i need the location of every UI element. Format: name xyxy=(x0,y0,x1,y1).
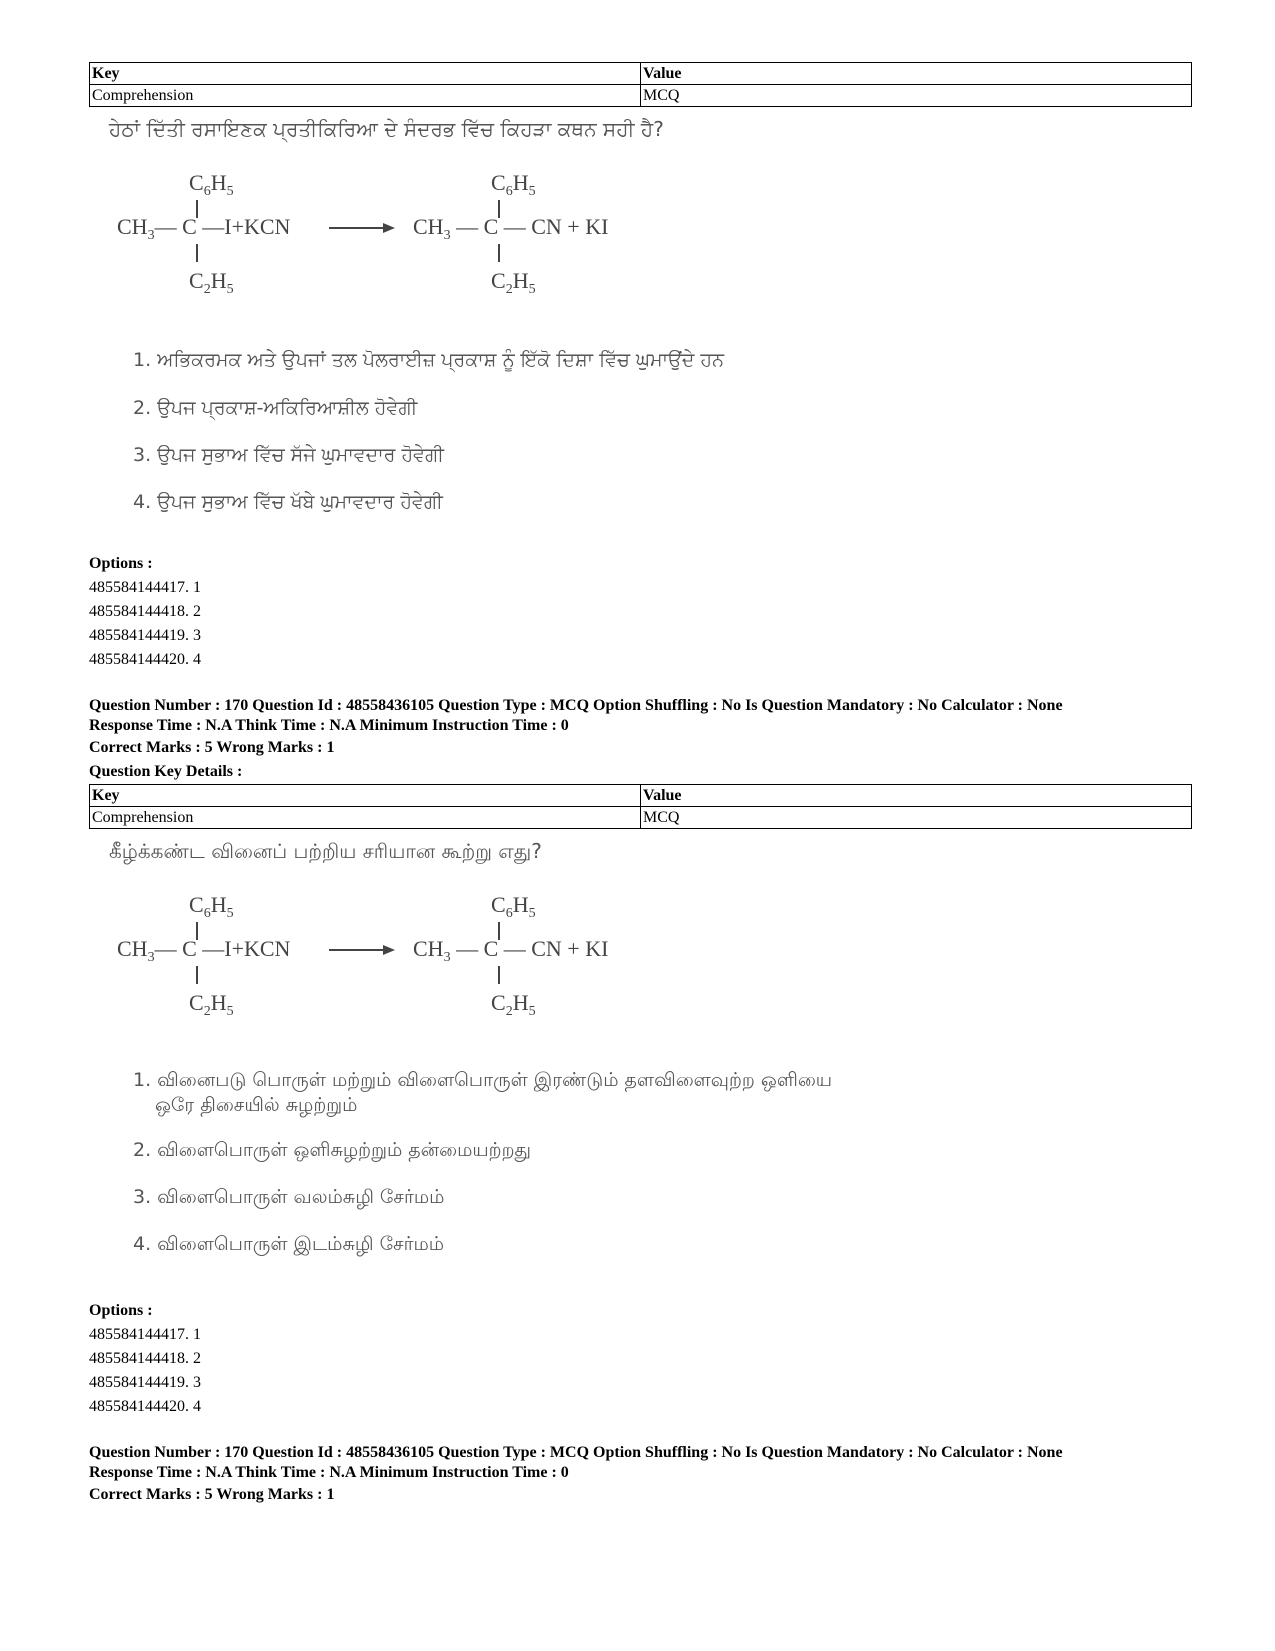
svg-text:C2H5: $C_2H_5$ xyxy=(189,268,234,297)
reaction-arrow xyxy=(329,945,395,955)
value-cell: MCQ xyxy=(641,807,1192,829)
option-item: 485584144417. 1 xyxy=(89,579,201,596)
value-header: Value xyxy=(641,785,1192,807)
choice-4: 4. விளைபொருள் இடம்சுழி சேர்மம் xyxy=(133,1233,445,1255)
product xyxy=(413,170,608,297)
choice-2: 2. விளைபொருள் ஒளிசுழற்றும் தன்மையற்றது xyxy=(133,1139,532,1161)
option-item: 485584144420. 4 xyxy=(89,1398,201,1415)
svg-text:C6H5: $C_6H_5$ xyxy=(491,892,536,921)
option-item: 485584144419. 3 xyxy=(89,627,201,644)
question-image xyxy=(89,829,1192,1299)
question-meta-times: Response Time : N.A Think Time : N.A Minimum Instruction Time : 0 xyxy=(89,1464,569,1481)
svg-text:CH3 — C — CN + KI: $CH_3$ — C — CN + KI xyxy=(413,936,609,965)
reactant xyxy=(117,170,291,297)
key-header: Key xyxy=(90,63,641,85)
choice-1 xyxy=(133,1069,832,1119)
question-text: ਹੇਠਾਂ ਦਿੱਤੀ ਰਸਾਇਣਕ ਪ੍ਰਤੀਕਿਰਿਆ ਦੇ ਸੰਦਰਭ ਵਿੱਚ ਕਿਹੜਾ ਕਥਨ ਸਹੀ ਹੈ? xyxy=(109,117,664,141)
question-text: கீழ்க்கண்ட வினைப் பற்றிய சரியான கூற்று எது? xyxy=(109,839,542,863)
svg-text:C6H5: $C_6H_5$ xyxy=(189,892,234,921)
svg-text:CH3— C —I+KCN: $CH_3—$ C —I+KCN xyxy=(117,936,291,965)
option-item: 485584144418. 2 xyxy=(89,1350,201,1367)
value-cell: MCQ xyxy=(641,85,1192,107)
option-item: 485584144418. 2 xyxy=(89,603,201,620)
reaction-diagram xyxy=(111,162,671,312)
key-cell: Comprehension xyxy=(90,807,641,829)
marks-info: Correct Marks : 5 Wrong Marks : 1 xyxy=(89,739,335,756)
value-header: Value xyxy=(641,63,1192,85)
product xyxy=(413,892,608,1019)
option-item: 485584144417. 1 xyxy=(89,1326,201,1343)
key-table xyxy=(89,62,1192,107)
option-item: 485584144420. 4 xyxy=(89,651,201,668)
svg-text:C2H5: $C_2H_5$ xyxy=(491,990,536,1019)
key-cell: Comprehension xyxy=(90,85,641,107)
choice-3: 3. விளைபொருள் வலம்சுழி சேர்மம் xyxy=(133,1186,445,1208)
document-page xyxy=(89,62,1192,1507)
reaction-arrow xyxy=(329,223,395,233)
svg-text:CH3— C —I+KCN: $CH_3—$ C —I+KCN xyxy=(117,214,291,243)
choice-1-line-1: 1. வினைபடு பொருள் மற்றும் விளைபொருள் இரண்டும் தளவிளைவுற்ற ஒளியை xyxy=(133,1069,833,1091)
question-meta-times: Response Time : N.A Think Time : N.A Minimum Instruction Time : 0 xyxy=(89,717,569,734)
key-table xyxy=(89,784,1192,829)
choice-4: 4. ਉਪਜ ਸੁਭਾਅ ਵਿੱਚ ਖੱਬੇ ਘੁਮਾਵਦਾਰ ਹੋਵੇਗੀ xyxy=(133,491,443,513)
svg-text:CH3 — C — CN + KI: $CH_3$ — C — CN + KI xyxy=(413,214,609,243)
reactant xyxy=(117,892,291,1019)
choice-2: 2. ਉਪਜ ਪ੍ਰਕਾਸ਼-ਅਕਿਰਿਆਸ਼ੀਲ ਹੋਵੇਗੀ xyxy=(133,397,418,419)
svg-text:C6H5: $C_6H_5$ xyxy=(491,170,536,199)
svg-text:C6H5: $C_6H_5$ xyxy=(189,170,234,199)
choice-1-line-2: ஒரே திசையில் சுழற்றும் xyxy=(155,1094,358,1116)
key-header: Key xyxy=(90,785,641,807)
svg-text:C2H5: $C_2H_5$ xyxy=(189,990,234,1019)
question-meta: Question Number : 170 Question Id : 48558436105 Question Type : MCQ Option Shuffling : No Is Question Mandatory : No Calculator : None xyxy=(89,1444,1063,1461)
key-details-label: Question Key Details : xyxy=(89,763,243,780)
choice-3: 3. ਉਪਜ ਸੁਭਾਅ ਵਿੱਚ ਸੱਜੇ ਘੁਮਾਵਦਾਰ ਹੋਵੇਗੀ xyxy=(133,444,444,466)
options-label: Options : xyxy=(89,555,153,572)
choice-1: 1. ਅਭਿਕਰਮਕ ਅਤੇ ਉਪਜਾਂ ਤਲ ਪੋਲਰਾਈਜ਼ ਪ੍ਰਕਾਸ਼ ਨੂੰ ਇੱਕੋ ਦਿਸ਼ਾ ਵਿੱਚ ਘੁਮਾਉਂਦੇ ਹਨ xyxy=(133,349,724,371)
question-image xyxy=(89,107,1192,552)
svg-text:C2H5: $C_2H_5$ xyxy=(491,268,536,297)
reaction-diagram xyxy=(111,884,671,1034)
options-label: Options : xyxy=(89,1302,153,1319)
marks-info: Correct Marks : 5 Wrong Marks : 1 xyxy=(89,1486,335,1503)
option-item: 485584144419. 3 xyxy=(89,1374,201,1391)
question-meta: Question Number : 170 Question Id : 48558436105 Question Type : MCQ Option Shuffling : No Is Question Mandatory : No Calculator : None xyxy=(89,697,1063,714)
